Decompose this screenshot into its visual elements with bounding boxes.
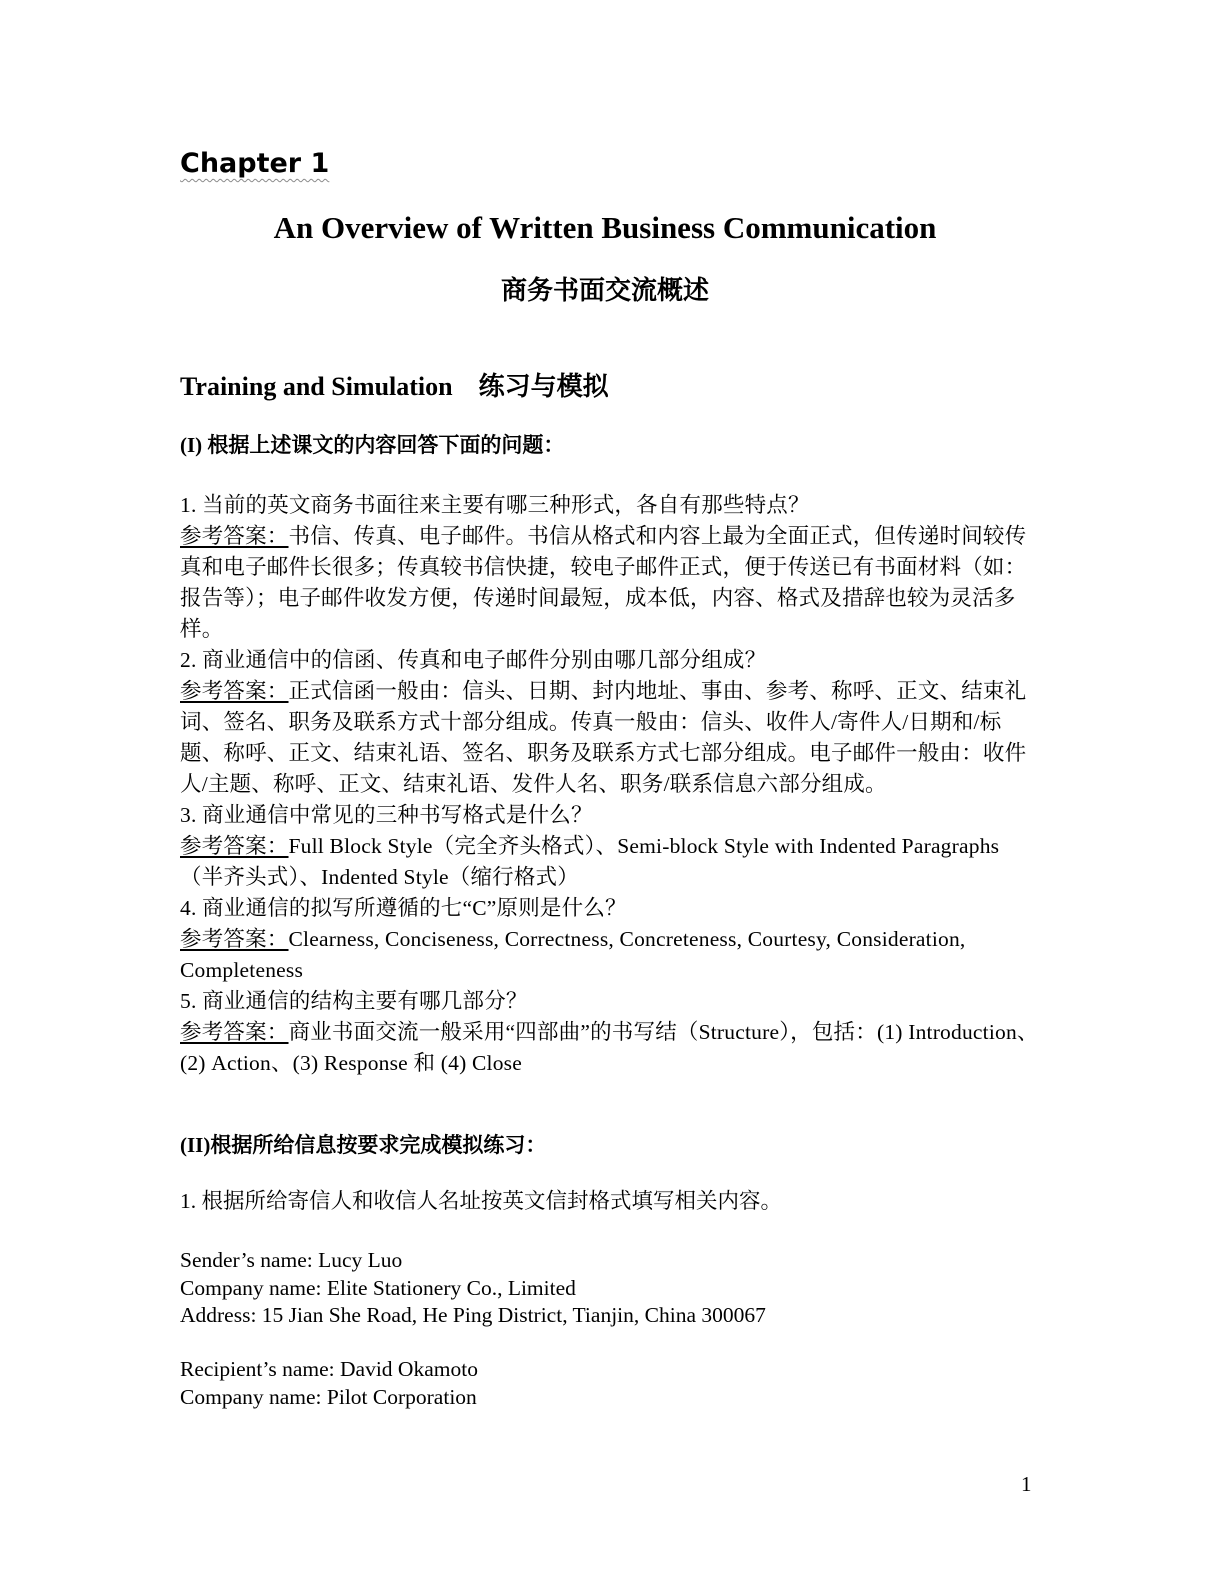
title-english: An Overview of Written Business Communication	[273, 210, 937, 245]
sender-name: Sender’s name: Lucy Luo	[180, 1248, 403, 1272]
sender-info	[180, 1247, 766, 1330]
sender-company: Company name: Elite Stationery Co., Limited	[180, 1275, 576, 1300]
recipient-company: Company name: Pilot Corporation	[180, 1384, 477, 1409]
part1-heading: (I) 根据上述课文的内容回答下面的问题：	[180, 433, 565, 457]
answer-5	[180, 1017, 1040, 1079]
answer-text: 正式信函一般由：信头、日期、封内地址、事由、参考、称呼、正文、结束礼词、签名、职务及联系方式十部分组成。传真一般由：信头、收件人/寄件人/日期和/标题、称呼、正文、结束礼语、签名、职务及联系方式七部分组成。电子邮件一般由：收件人/主题、称呼、正文、结束礼语、发件人名、职务/联系信息六部分组成。	[180, 679, 1027, 796]
chapter-label: Chapter 1	[180, 148, 330, 179]
question-4: 4. 商业通信的拟写所遵循的七“C”原则是什么？	[180, 896, 627, 920]
answer-1	[180, 521, 1040, 645]
answer-text: 商业书面交流一般采用“四部曲”的书写结（Structure），包括：(1) Introduction、(2) Action、(3) Response 和 (4) Close	[180, 1020, 1039, 1075]
question-2: 2. 商业通信中的信函、传真和电子邮件分别由哪几部分组成？	[180, 648, 767, 672]
question-1: 1. 当前的英文商务书面往来主要有哪三种形式，各自有那些特点？	[180, 493, 810, 517]
part2-heading: (II)根据所给信息按要求完成模拟练习：	[180, 1133, 547, 1157]
answer-label: 参考答案：	[180, 1020, 289, 1044]
answer-2	[180, 676, 1040, 800]
recipient-info	[180, 1356, 478, 1411]
title-chinese: 商务书面交流概述	[500, 276, 709, 305]
answer-label: 参考答案：	[180, 927, 289, 951]
answer-text: Clearness, Conciseness, Correctness, Concreteness, Courtesy, Consideration, Completeness	[180, 927, 966, 982]
answer-3	[180, 831, 1040, 893]
answer-4	[180, 924, 1040, 986]
answer-text: Full Block Style（完全齐头格式）、Semi-block Style with Indented Paragraphs（半齐头式）、Indented Style（缩行格式）	[180, 834, 1000, 889]
answer-label: 参考答案：	[180, 524, 289, 548]
recipient-name: Recipient’s name: David Okamoto	[180, 1357, 478, 1381]
page-number: 1	[1021, 1472, 1032, 1496]
answer-text: 书信、传真、电子邮件。书信从格式和内容上最为全面正式，但传递时间较传真和电子邮件长很多；传真较书信快捷，较电子邮件正式，便于传送已有书面材料（如：报告等）；电子邮件收发方便，传递时间最短，成本低，内容、格式及措辞也较为灵活多样。	[180, 524, 1027, 641]
sender-address: Address: 15 Jian She Road, He Ping District, Tianjin, China 300067	[180, 1303, 766, 1327]
section-title: Training and Simulation 练习与模拟	[180, 372, 609, 401]
question-5: 5. 商业通信的结构主要有哪几部分？	[180, 989, 528, 1013]
answer-label: 参考答案：	[180, 834, 289, 858]
question-3: 3. 商业通信中常见的三种书写格式是什么？	[180, 803, 593, 827]
part2-instruction: 1. 根据所给寄信人和收信人名址按英文信封格式填写相关内容。	[180, 1189, 783, 1213]
answer-label: 参考答案：	[180, 679, 289, 703]
qa-list	[180, 490, 1040, 1079]
